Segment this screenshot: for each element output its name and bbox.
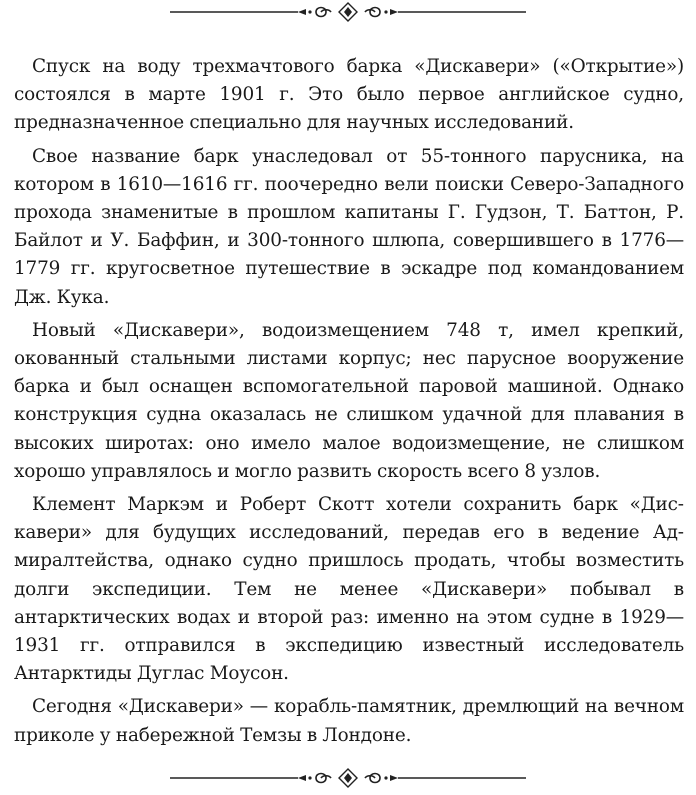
paragraph-today: Сегодня «Дискавери» — корабль-памятник, дремлющий на вечном приколе у набережной Темзы в Лондоне. [14, 696, 684, 746]
bottom-ornament-divider-icon [170, 768, 526, 788]
paragraph-later-history: Клемент Маркэм и Роберт Скотт хотели сохранить барк «Дискавери» для будущих исследований, передав его в ведение Адмиралтейства, однако судно пришлось продать, чтобы возместить долги экспедиции. Тем не менее «Дискавери» побывал в антарктических водах и второй раз: именно на этом судне в 1929—1931 гг. отправился в экспедицию известный исследователь Антарктиды Дуглас Моусон. [14, 494, 684, 685]
paragraph-launch: Спуск на воду трехмачтового барка «Дискавери» («Открытие») состоялся в марте 1901 г. Это было первое английское судно, предназначенное специально для научных исследований. [14, 56, 684, 134]
top-ornament-divider-icon [170, 2, 526, 22]
paragraph-ship-specs: Новый «Дискавери», водоизмещением 748 т, имел крепкий, окованный стальными листами корпус; нес парусное вооружение барка и был оснащен вспомогательной паровой машиной. Однако конструкция судна оказалась не слишком удачной для плавания в высоких широтах: оно имело малое водоизмещение, не слишком хорошо управлялось и могло развить скорость всего 8 узлов. [14, 319, 684, 482]
paragraph-name-origin: Свое название барк унаследовал от 55-тонного парусника, на котором в 1610—1616 гг. поочередно вели поиски Северо-Западного прохода знаменитые в прошлом капитаны Г. Гудзон, Т. Баттон, Р. Байлот и У. Баффин, и 300-тонного шлюпа, совершившего в 1776—1779 гг. кругосветное путешествие в эскадре под командованием Дж. Кука. [14, 145, 684, 308]
article-body [14, 53, 684, 755]
